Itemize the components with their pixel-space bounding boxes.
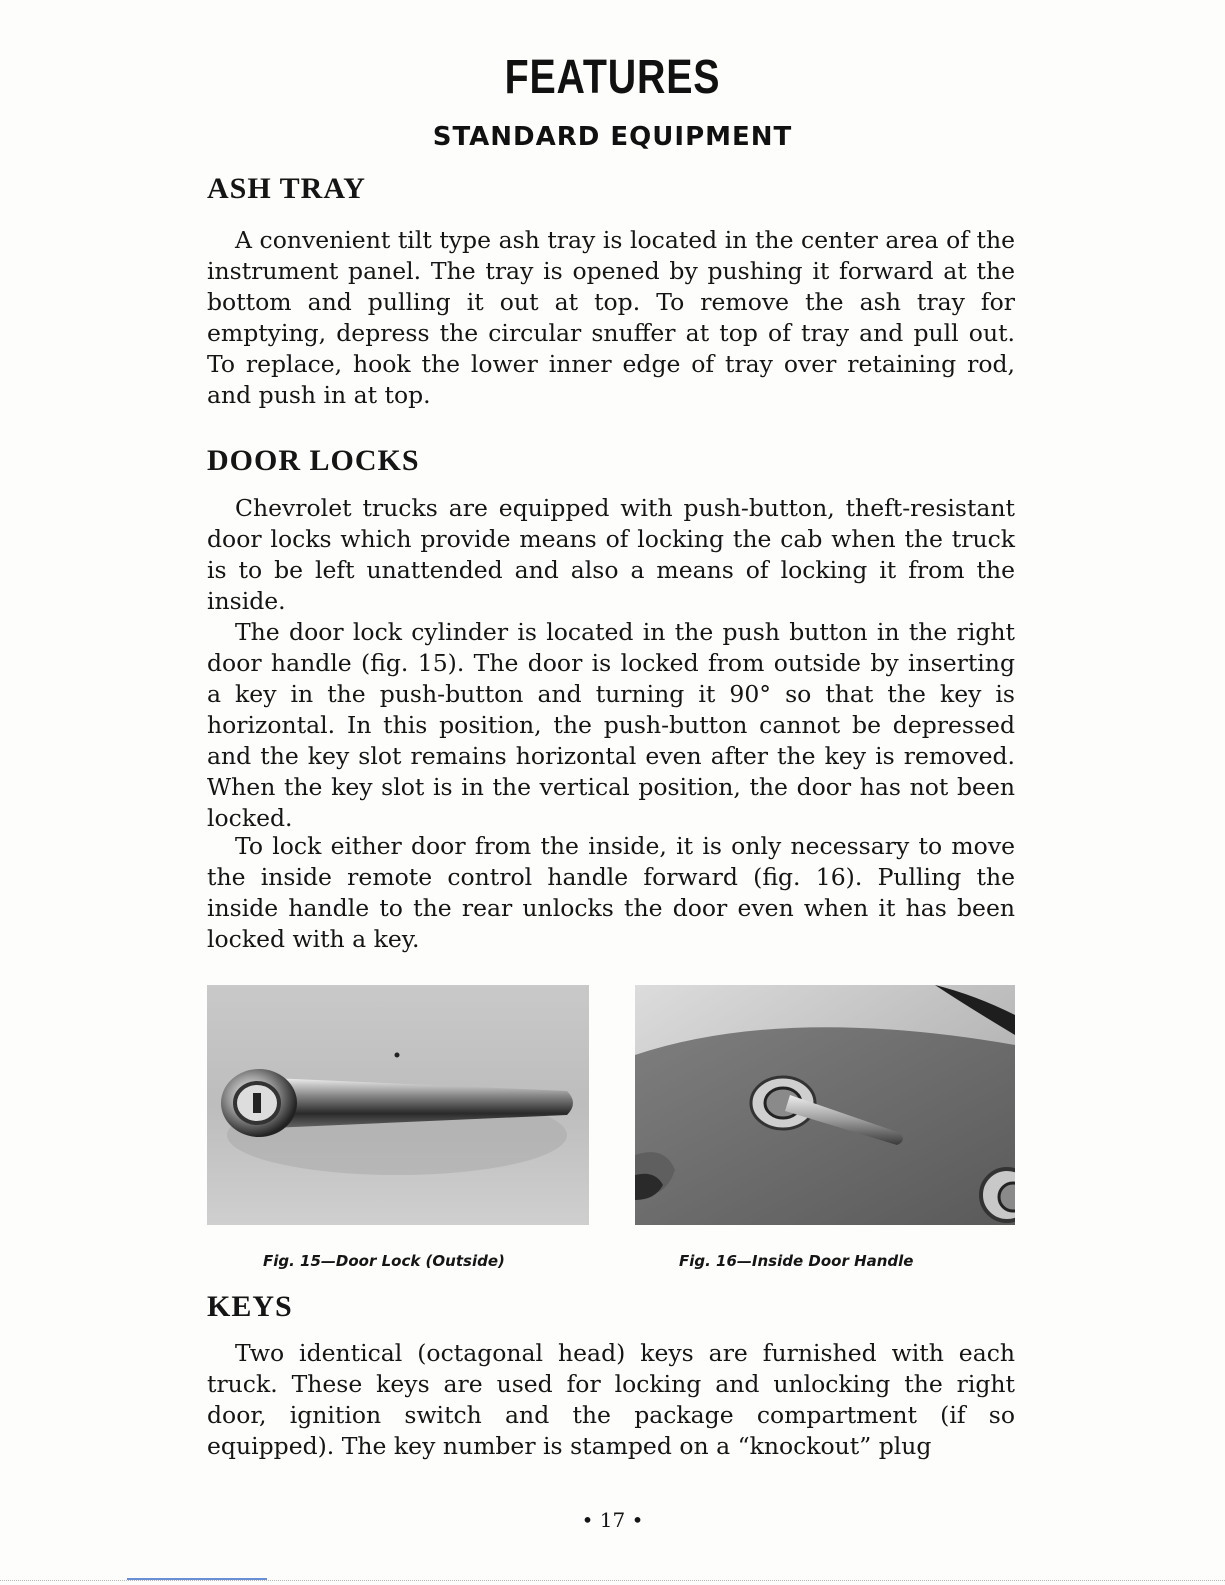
figure-caption-15: Fig. 15—Door Lock (Outside) [263,1252,505,1270]
page-subtitle: STANDARD EQUIPMENT [432,122,793,152]
section-heading-door-locks: DOOR LOCKS [207,444,420,477]
section-heading-keys: KEYS [207,1290,293,1323]
section-heading-ash-tray: ASH TRAY [207,172,366,205]
door-lock-outside-photo [207,985,589,1225]
keys-paragraph: Two identical (octagonal head) keys are furnished with each truck. These keys are used for locking and unlocking the right door, ignition switch and the package compartment (if so equipped). The key number is stamped on a “knockout” plug [207,1339,1015,1460]
page-number: • 17 • [581,1508,644,1532]
door-locks-paragraph-3: To lock either door from the inside, it is only necessary to move the inside remote control handle forward (fig. 16). Pulling the inside handle to the rear unlocks the door even when it has been locked with a key. [207,832,1015,953]
bottom-edge-rule [0,1580,1225,1581]
figure-inside-door-handle [635,985,1015,1225]
ash-tray-paragraph: A convenient tilt type ash tray is located in the center area of the instrument panel. The tray is opened by pushing it forward at the bottom and pulling it out at top. To remove the ash tray for emptying, depress the circular snuffer at top of tray and pull out. To replace, hook the lower inner edge of tray over retaining rod, and push in at top. [207,226,1015,409]
bottom-link-underline [127,1578,267,1580]
page-title: FEATURES [504,51,721,104]
door-locks-paragraph-2: The door lock cylinder is located in the push button in the right door handle (fig. 15). The door is locked from outside by inserting a key in the push-button and turning it 90° so that the key is horizontal. In this position, the push-button cannot be depressed and the key slot remains horizontal even after the key is removed. When the key slot is in the vertical position, the door has not been locked. [207,618,1015,832]
inside-door-handle-photo [635,985,1015,1225]
door-locks-paragraph-1: Chevrolet trucks are equipped with push-button, theft-resistant door locks which provide means of locking the cab when the truck is to be left unattended and also a means of locking it from the inside. [207,494,1015,615]
figure-caption-16: Fig. 16—Inside Door Handle [679,1252,914,1270]
figure-door-lock-outside [207,985,589,1225]
